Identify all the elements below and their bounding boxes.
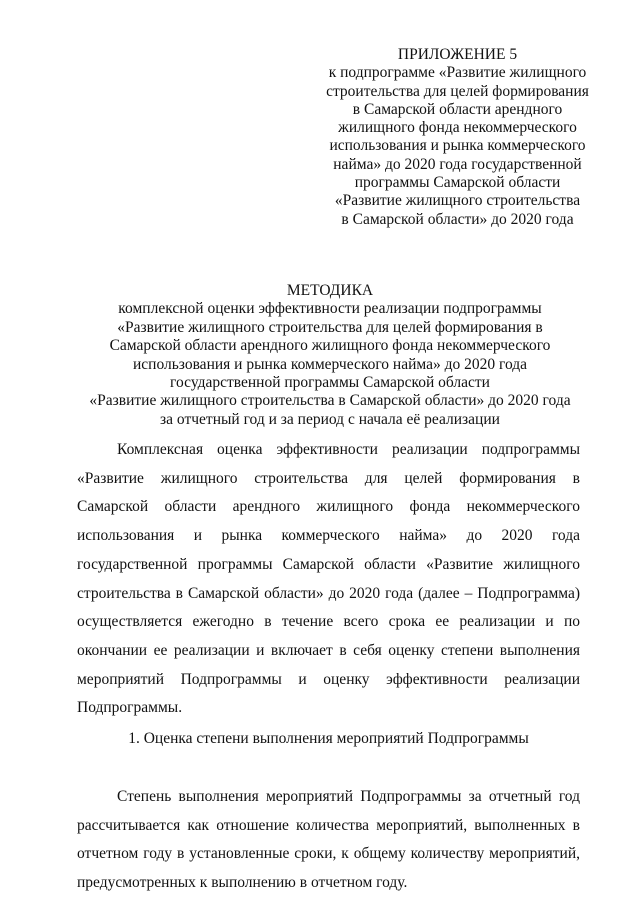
- appendix-line: жилищного фонда некоммерческого: [338, 119, 577, 137]
- appendix-line: использования и рынка коммерческого: [329, 137, 586, 155]
- appendix-line: строительства для целей формирования: [326, 82, 589, 100]
- title-line: «Развитие жилищного строительства в Самарской области» до 2020 года: [89, 392, 571, 410]
- title-line: «Развитие жилищного строительства для целей формирования в: [117, 318, 543, 336]
- title-heading: МЕТОДИКА: [286, 282, 374, 299]
- paragraph-line: Подпрограммы.: [77, 699, 183, 717]
- document-title: [60, 282, 600, 429]
- paragraph-line: Степень выполнения мероприятий Подпрограммы за отчетный год: [117, 788, 580, 805]
- section-heading: 1. Оценка степени выполнения мероприятий Подпрограммы: [128, 730, 529, 747]
- paragraph-line: окончании ее реализации и включает в себя оценку степени выполнения: [77, 641, 580, 659]
- paragraph-line: мероприятий Подпрограммы и оценку эффективности реализации: [77, 670, 580, 688]
- appendix-line: к подпрограмме «Развитие жилищного: [328, 64, 587, 82]
- paragraph-intro: [77, 436, 580, 723]
- appendix-line: найма» до 2020 года государственной: [333, 155, 582, 173]
- appendix-line: программы Самарской области: [354, 174, 561, 192]
- appendix-heading: ПРИЛОЖЕНИЕ 5: [397, 46, 518, 63]
- title-line: Самарской области арендного жилищного фонда некоммерческого: [109, 337, 551, 355]
- paragraph-line: строительства в Самарской области» до 2020 года (далее – Подпрограмма): [77, 584, 580, 602]
- appendix-line: в Самарской области» до 2020 года: [341, 210, 574, 228]
- title-line: за отчетный год и за период с начала её реализации: [160, 410, 500, 428]
- appendix-block: [290, 46, 625, 229]
- paragraph-line: предусмотренных к выполнению в отчетном году.: [77, 874, 408, 892]
- paragraph-line: отчетном году в установленные сроки, к общему количеству мероприятий,: [77, 845, 580, 863]
- title-line: комплексной оценки эффективности реализации подпрограммы: [118, 300, 542, 318]
- title-line: использования и рынка коммерческого найма» до 2020 года: [132, 355, 528, 373]
- paragraph-section1: [77, 783, 580, 898]
- paragraph-line: государственной программы Самарской области «Развитие жилищного: [77, 555, 580, 573]
- appendix-line: в Самарской области арендного: [352, 100, 563, 118]
- paragraph-line: осуществляется ежегодно в течение всего срока ее реализации и по: [77, 613, 580, 631]
- title-line: государственной программы Самарской области: [170, 374, 490, 392]
- paragraph-line: Самарской области арендного жилищного фонда некоммерческого: [77, 498, 580, 516]
- paragraph-line: использования и рынка коммерческого найма» до 2020 года: [77, 527, 580, 545]
- paragraph-line: рассчитывается как отношение количества мероприятий, выполненных в: [77, 816, 580, 834]
- paragraph-line: Комплексная оценка эффективности реализации подпрограммы: [117, 441, 580, 458]
- paragraph-line: «Развитие жилищного строительства для целей формирования в: [77, 469, 580, 487]
- appendix-line: «Развитие жилищного строительства: [334, 192, 581, 210]
